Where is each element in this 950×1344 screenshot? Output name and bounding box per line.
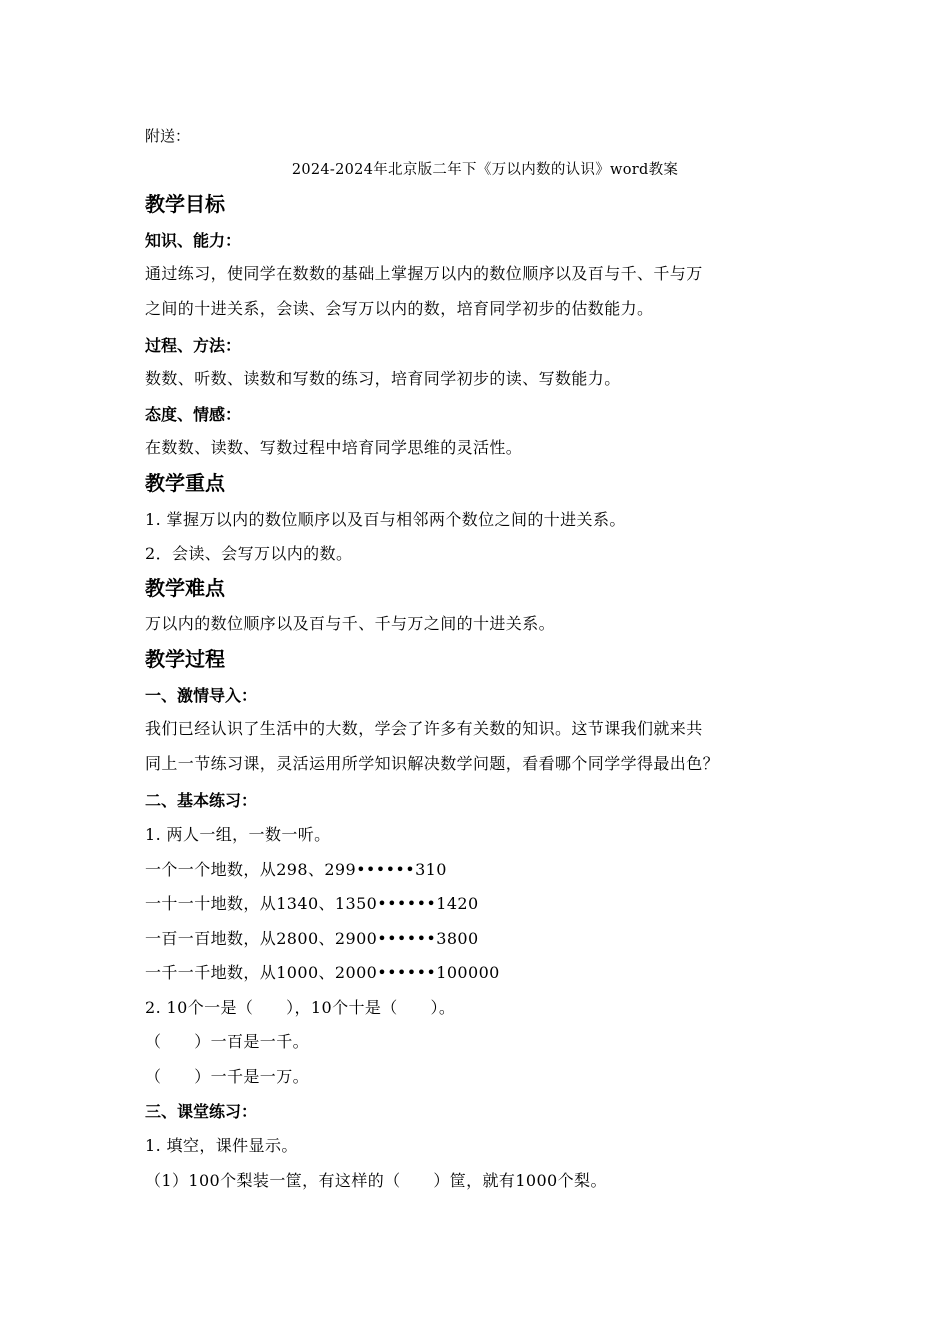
- subheading-intro: 一、激情导入：: [145, 686, 258, 705]
- basic-item-1d: 一千一千地数，从1000、2000••••••100000: [145, 963, 500, 982]
- basic-item-1b: 一十一十地数，从1340、1350••••••1420: [145, 894, 479, 913]
- subheading-process-method: 过程、方法：: [145, 336, 242, 355]
- heading-difficulties: 教学难点: [145, 576, 225, 600]
- process-method-text: 数数、听数、读数和写数的练习，培育同学初步的读、写数能力。: [145, 369, 621, 388]
- attitude-text: 在数数、读数、写数过程中培育同学思维的灵活性。: [145, 438, 523, 457]
- subheading-knowledge: 知识、能力：: [145, 231, 242, 250]
- document-title: 2024-2024年北京版二年下《万以内数的认识》word教案: [291, 162, 679, 178]
- subheading-basic-practice: 二、基本练习：: [145, 791, 258, 810]
- knowledge-text-line-2: 之间的十进关系，会读、会写万以内的数，培育同学初步的估数能力。: [145, 299, 654, 318]
- difficulties-text: 万以内的数位顺序以及百与千、千与万之间的十进关系。: [145, 614, 556, 633]
- heading-key-points: 教学重点: [145, 471, 225, 495]
- basic-item-2b: （ ）一千是一万。: [145, 1067, 310, 1086]
- class-item-1: 1. 填空，课件显示。: [145, 1136, 298, 1155]
- basic-item-2: 2. 10个一是（ ），10个十是（ ）。: [145, 998, 456, 1017]
- basic-item-1a: 一个一个地数，从298、299••••••310: [145, 860, 447, 879]
- attachment-label: 附送：: [145, 127, 191, 145]
- basic-item-2a: （ ）一百是一千。: [145, 1032, 310, 1051]
- intro-text-line-2: 同上一节练习课，灵活运用所学知识解决数学问题，看看哪个同学学得最出色？: [145, 754, 720, 773]
- subheading-attitude: 态度、情感：: [145, 405, 242, 424]
- heading-teaching-process: 教学过程: [145, 647, 225, 671]
- basic-item-1: 1. 两人一组，一数一听。: [145, 825, 331, 844]
- key-point-item-1: 1. 掌握万以内的数位顺序以及百与相邻两个数位之间的十进关系。: [145, 510, 626, 529]
- basic-item-1c: 一百一百地数，从2800、2900••••••3800: [145, 929, 479, 948]
- subheading-class-practice: 三、课堂练习：: [145, 1102, 258, 1121]
- class-item-1a: （1）100个梨装一筐，有这样的（ ）筐，就有1000个梨。: [145, 1171, 607, 1190]
- knowledge-text-line-1: 通过练习，使同学在数数的基础上掌握万以内的数位顺序以及百与千、千与万: [145, 264, 703, 283]
- intro-text-line-1: 我们已经认识了生活中的大数，学会了许多有关数的知识。这节课我们就来共: [145, 719, 703, 738]
- key-point-item-2: 2．会读、会写万以内的数。: [145, 544, 353, 563]
- heading-teaching-goals: 教学目标: [145, 192, 225, 216]
